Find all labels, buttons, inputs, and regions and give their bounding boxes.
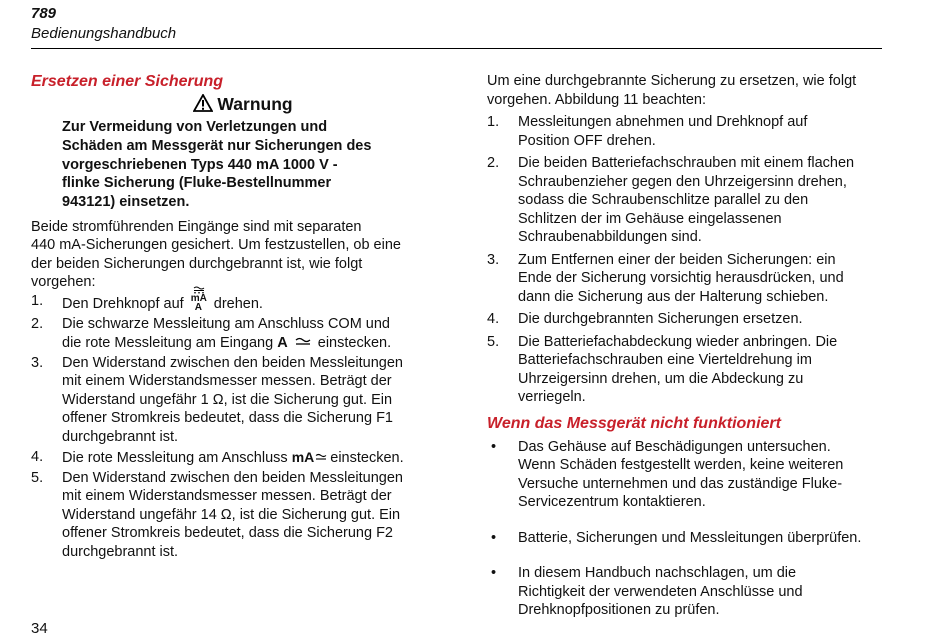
check-steps — [31, 292, 431, 562]
bullet-icon: • — [491, 565, 497, 581]
step-number: 5. — [31, 469, 44, 486]
list-item — [487, 564, 887, 620]
step-text: offener Stromkreis bedeutet, dass die Sicherung F2 — [62, 525, 394, 542]
ac-dc-icon — [295, 337, 311, 347]
replace-steps — [487, 113, 887, 407]
step-text: durchgebrannt ist. — [62, 543, 179, 560]
step-text: Position OFF drehen. — [518, 132, 656, 149]
warning-body — [62, 118, 431, 212]
bullet-text: Das Gehäuse auf Beschädigungen untersuchen. — [518, 438, 831, 455]
warning-triangle-icon — [193, 94, 213, 112]
list-item — [487, 529, 887, 548]
step-text: sodass die Schraubenschlitze parallel zu den — [518, 192, 809, 208]
text-line: Beide stromführenden Eingänge sind mit separaten — [31, 218, 362, 235]
step-text: Die rote Messleitung am Anschluss — [62, 449, 288, 466]
intro-paragraph — [31, 218, 431, 292]
step-number: 2. — [487, 155, 500, 171]
bullet-text: Servicezentrum kontaktieren. — [518, 494, 706, 510]
step-text: Widerstand ungefähr 1 Ω, ist die Sicherung gut. Ein — [62, 391, 393, 408]
step-text: einstecken. — [317, 334, 392, 351]
step-text: Die durchgebrannten Sicherungen ersetzen. — [518, 311, 803, 327]
step-text: offener Stromkreis bedeutet, dass die Sicherung F1 — [62, 410, 394, 427]
header-title: Bedienungshandbuch — [31, 25, 177, 42]
knob-symbol-top: mA — [190, 292, 207, 304]
bullet-icon: • — [491, 529, 497, 546]
warning-line: 943121) einsetzen. — [62, 194, 190, 211]
bullet-text: Versuche unternehmen und das zuständige Fluke- — [518, 475, 843, 492]
step-text: verriegeln. — [518, 389, 586, 405]
list-item — [31, 354, 431, 447]
step-text: mit einem Widerstandsmesser messen. Beträgt der — [62, 488, 392, 505]
bullet-icon: • — [491, 438, 497, 455]
text-line: vorgehen. Abbildung 11 beachten: — [487, 91, 707, 108]
warning-line: flinke Sicherung (Fluke-Bestellnummer — [62, 175, 332, 192]
step-number: 3. — [31, 354, 44, 371]
header-model: 789 — [31, 5, 57, 22]
step-text: Widerstand ungefähr 14 Ω, ist die Sicherung gut. Ein — [62, 506, 401, 523]
text-line: vorgehen: — [31, 274, 96, 291]
replace-intro — [487, 72, 887, 109]
list-item — [487, 251, 887, 307]
step-text: Batteriefachschrauben eine Vierteldrehung im — [518, 352, 812, 368]
right-column — [487, 72, 887, 620]
step-text: durchgebrannt ist. — [62, 428, 179, 445]
step-text: Schlitzen der im Gehäuse eingelassenen — [518, 210, 782, 227]
header-rule — [31, 48, 882, 49]
section-title-fuse: Ersetzen einer Sicherung — [31, 73, 224, 90]
list-item — [487, 310, 887, 329]
page-number: 34 — [31, 620, 48, 637]
ac-dc-icon — [315, 453, 327, 462]
step-number: 2. — [31, 316, 44, 333]
step-number: 5. — [487, 333, 500, 350]
step-text: Messleitungen abnehmen und Drehknopf auf — [518, 114, 808, 130]
step-text: drehen. — [213, 295, 263, 312]
step-number: 4. — [31, 448, 44, 465]
step-text: Den Widerstand zwischen den beiden Messleitungen — [62, 469, 403, 486]
step-text: Zum Entfernen einer der beiden Sicherungen: ein — [518, 251, 836, 268]
warning-line: Zur Vermeidung von Verletzungen und — [62, 119, 328, 135]
step-text-line — [62, 334, 431, 353]
bullet-text: Wenn Schäden festgestellt werden, keine weiteren — [518, 457, 844, 473]
step-text: Schraubenabbildungen sind. — [518, 229, 702, 245]
section-title-troubleshoot: Wenn das Messgerät nicht funktioniert — [487, 414, 781, 432]
step-number: 1. — [31, 292, 44, 309]
text-line: Um eine durchgebrannte Sicherung zu ersetzen, wie folgt — [487, 73, 857, 89]
step-number: 1. — [487, 114, 500, 130]
list-item — [31, 292, 431, 314]
bullet-text: In diesem Handbuch nachschlagen, um die — [518, 565, 797, 581]
list-item — [31, 469, 431, 562]
text-line: der beiden Sicherungen durchgebrannt ist, wie folgt — [31, 255, 363, 272]
knob-ma-symbol — [188, 292, 210, 314]
step-number: 3. — [487, 251, 500, 268]
step-text: Den Drehknopf auf — [62, 295, 184, 312]
step-text: Den Widerstand zwischen den beiden Messleitungen — [62, 354, 403, 371]
warning-heading — [31, 93, 431, 115]
warning-line: vorgeschriebenen Typs 440 mA 1000 V - — [62, 156, 338, 173]
step-text: Die beiden Batteriefachschrauben mit einem flachen — [518, 155, 855, 171]
ma-terminal-symbol: mA — [291, 448, 315, 465]
list-item — [31, 448, 431, 468]
list-item — [487, 438, 887, 512]
bullet-text: Drehknopfpositionen zu prüfen. — [518, 602, 720, 618]
knob-symbol-bottom: A — [194, 301, 202, 313]
step-text: Ende der Sicherung vorsichtig herausdrücken, und — [518, 270, 844, 286]
step-text: die rote Messleitung am Eingang — [62, 334, 274, 351]
list-item — [487, 154, 887, 247]
troubleshoot-bullets — [487, 438, 887, 620]
step-text: Die Batteriefachabdeckung wieder anbringen. Die — [518, 333, 838, 350]
step-text: Uhrzeigersinn drehen, um die Abdeckung zu — [518, 370, 804, 387]
step-number: 4. — [487, 311, 500, 327]
list-item — [31, 315, 431, 352]
left-column — [31, 72, 431, 561]
step-text: mit einem Widerstandsmesser messen. Beträgt der — [62, 373, 392, 390]
bullet-text: Batterie, Sicherungen und Messleitungen überprüfen. — [518, 529, 862, 546]
warning-line: Schäden am Messgerät nur Sicherungen des — [62, 137, 372, 154]
text-line: 440 mA-Sicherungen gesichert. Um festzustellen, ob eine — [31, 237, 401, 254]
step-text: Schraubenzieher gegen den Uhrzeigersinn drehen, — [518, 173, 847, 190]
input-a-symbol: A — [277, 334, 288, 351]
list-item — [487, 113, 887, 150]
step-text: Die schwarze Messleitung am Anschluss COM und — [62, 316, 390, 333]
warning-title: Warnung — [217, 94, 293, 114]
step-text: einstecken. — [330, 449, 404, 466]
step-text: dann die Sicherung aus der Halterung schieben. — [518, 288, 829, 305]
bullet-text: Richtigkeit der verwendeten Anschlüsse und — [518, 583, 803, 600]
list-item — [487, 333, 887, 407]
